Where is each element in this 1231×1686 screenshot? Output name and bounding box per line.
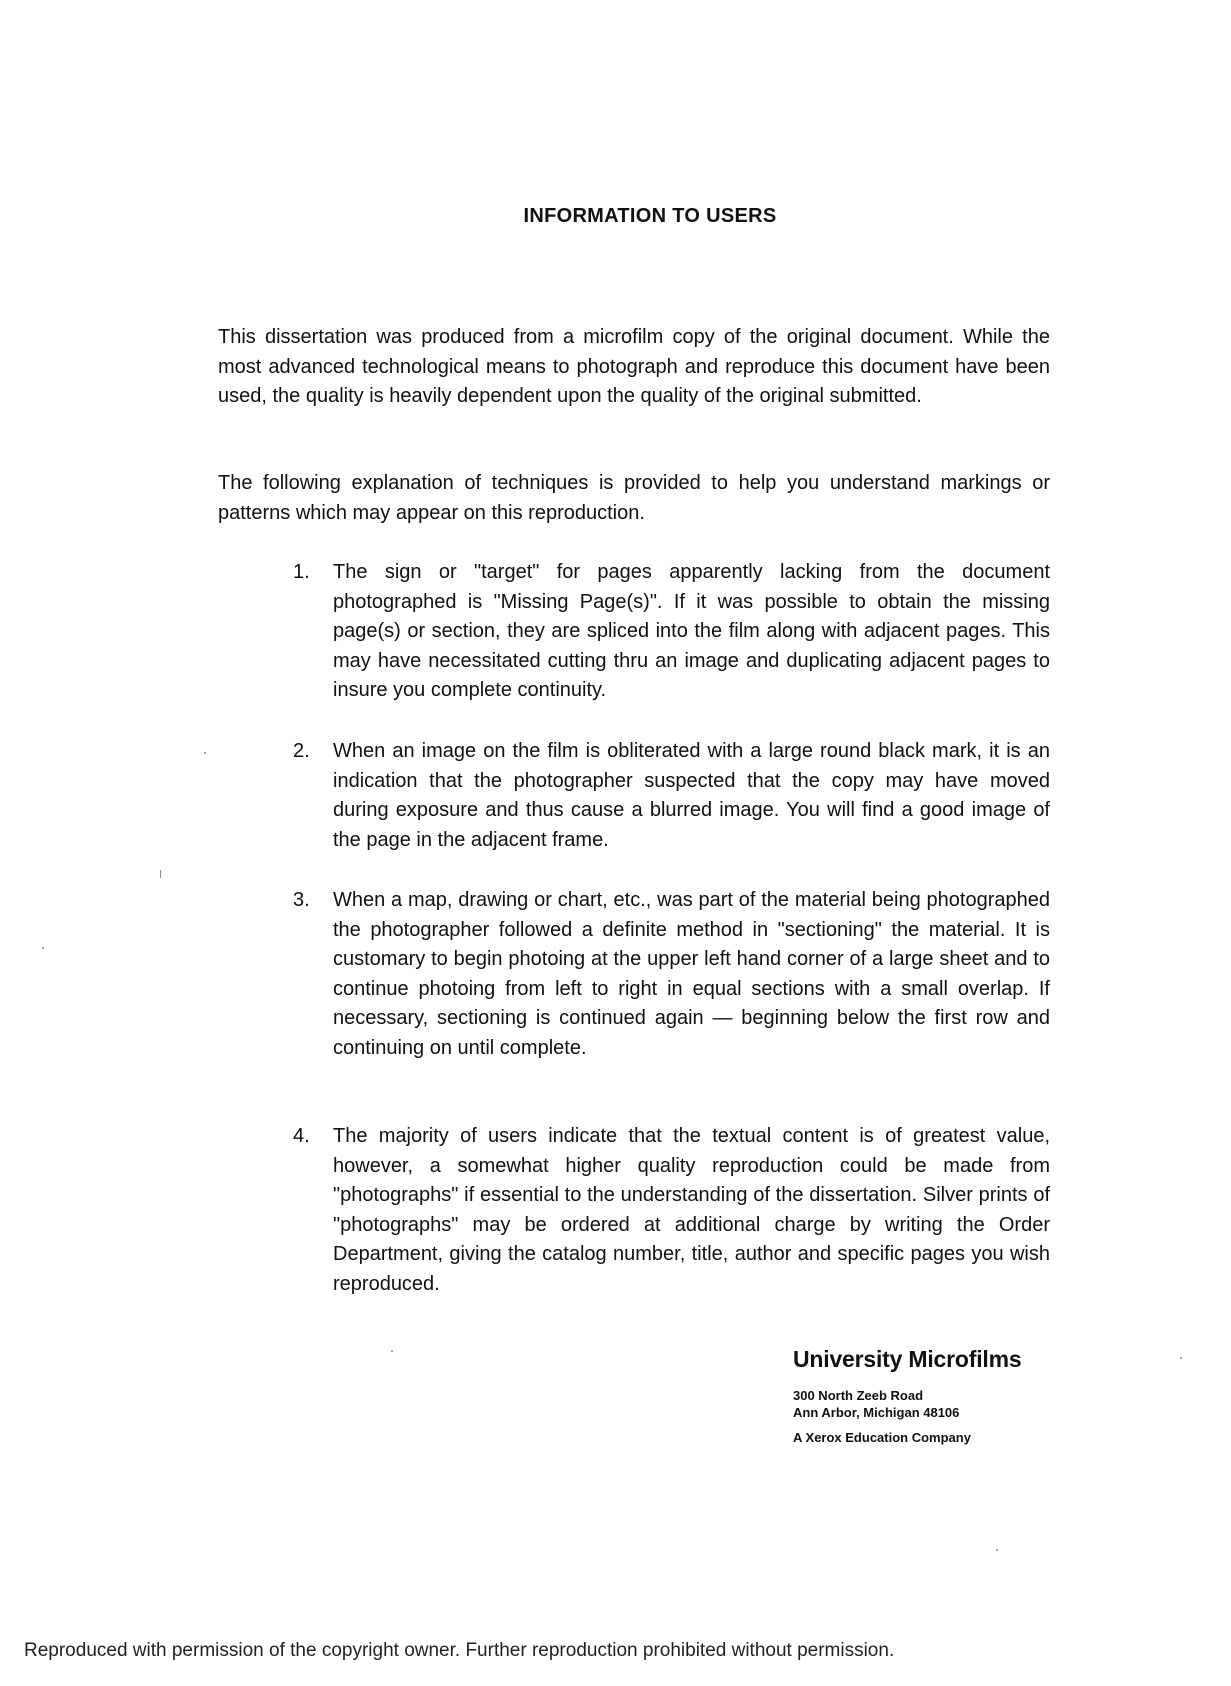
list-item-number: 3. [293, 889, 310, 911]
list-item-number: 1. [293, 561, 310, 583]
page-title: INFORMATION TO USERS [523, 205, 777, 227]
list-item-text: When a map, drawing or chart, etc., was part of the material being photographed the photographer followed a definite method in "sectioning" the material. It is customary to begin photoing at the upper left hand corner of a large sheet and to continue photoing from left to right in equal sections with a small overlap. If necessary, sectioning is continued again — beginning below the first row and continuing on until complete. [333, 889, 1050, 1059]
list-item-number: 4. [293, 1125, 310, 1147]
list-item-text: The majority of users indicate that the textual content is of greatest value, however, a somewhat higher quality reproduction could be made from "photographs" if essential to the understanding of the dissertation. Silver prints of "photographs" may be ordered at additional charge by writing the Order Department, giving the catalog number, title, author and specific pages you wish reproduced. [333, 1125, 1050, 1295]
scan-speck [391, 1350, 393, 1352]
scan-speck [204, 752, 206, 754]
publisher-company: A Xerox Education Company [793, 1430, 971, 1445]
intro-paragraph-2: The following explanation of techniques is provided to help you understand markings or patterns which may appear on this reproduction. [218, 472, 1050, 524]
publisher-address-line-1: 300 North Zeeb Road [793, 1388, 924, 1403]
scan-speck [160, 870, 161, 878]
list-item-text: When an image on the film is obliterated with a large round black mark, it is an indication that the photographer suspected that the copy may have moved during exposure and thus cause a blurred image. You will find a good image of the page in the adjacent frame. [333, 740, 1050, 851]
list-item-text: The sign or "target" for pages apparently lacking from the document photographed is "Missing Page(s)". If it was possible to obtain the missing page(s) or section, they are spliced into the film along with adjacent pages. This may have necessitated cutting thru an image and duplicating adjacent pages to insure you complete continuity. [333, 561, 1050, 701]
publisher-block [793, 1346, 1093, 1446]
list-item-number: 2. [293, 740, 310, 762]
publisher-name: University Microfilms [793, 1346, 1022, 1372]
intro-paragraph-1: This dissertation was produced from a microfilm copy of the original document. While the most advanced technological means to photograph and reproduce this document have been used, the quality is heavily dependent upon the quality of the original submitted. [218, 326, 1050, 407]
scan-speck [42, 947, 44, 949]
scan-speck [996, 1549, 998, 1551]
scan-speck [1180, 1357, 1182, 1359]
copyright-footer: Reproduced with permission of the copyright owner. Further reproduction prohibited without permission. [24, 1640, 895, 1661]
publisher-address-line-2: Ann Arbor, Michigan 48106 [793, 1405, 960, 1420]
